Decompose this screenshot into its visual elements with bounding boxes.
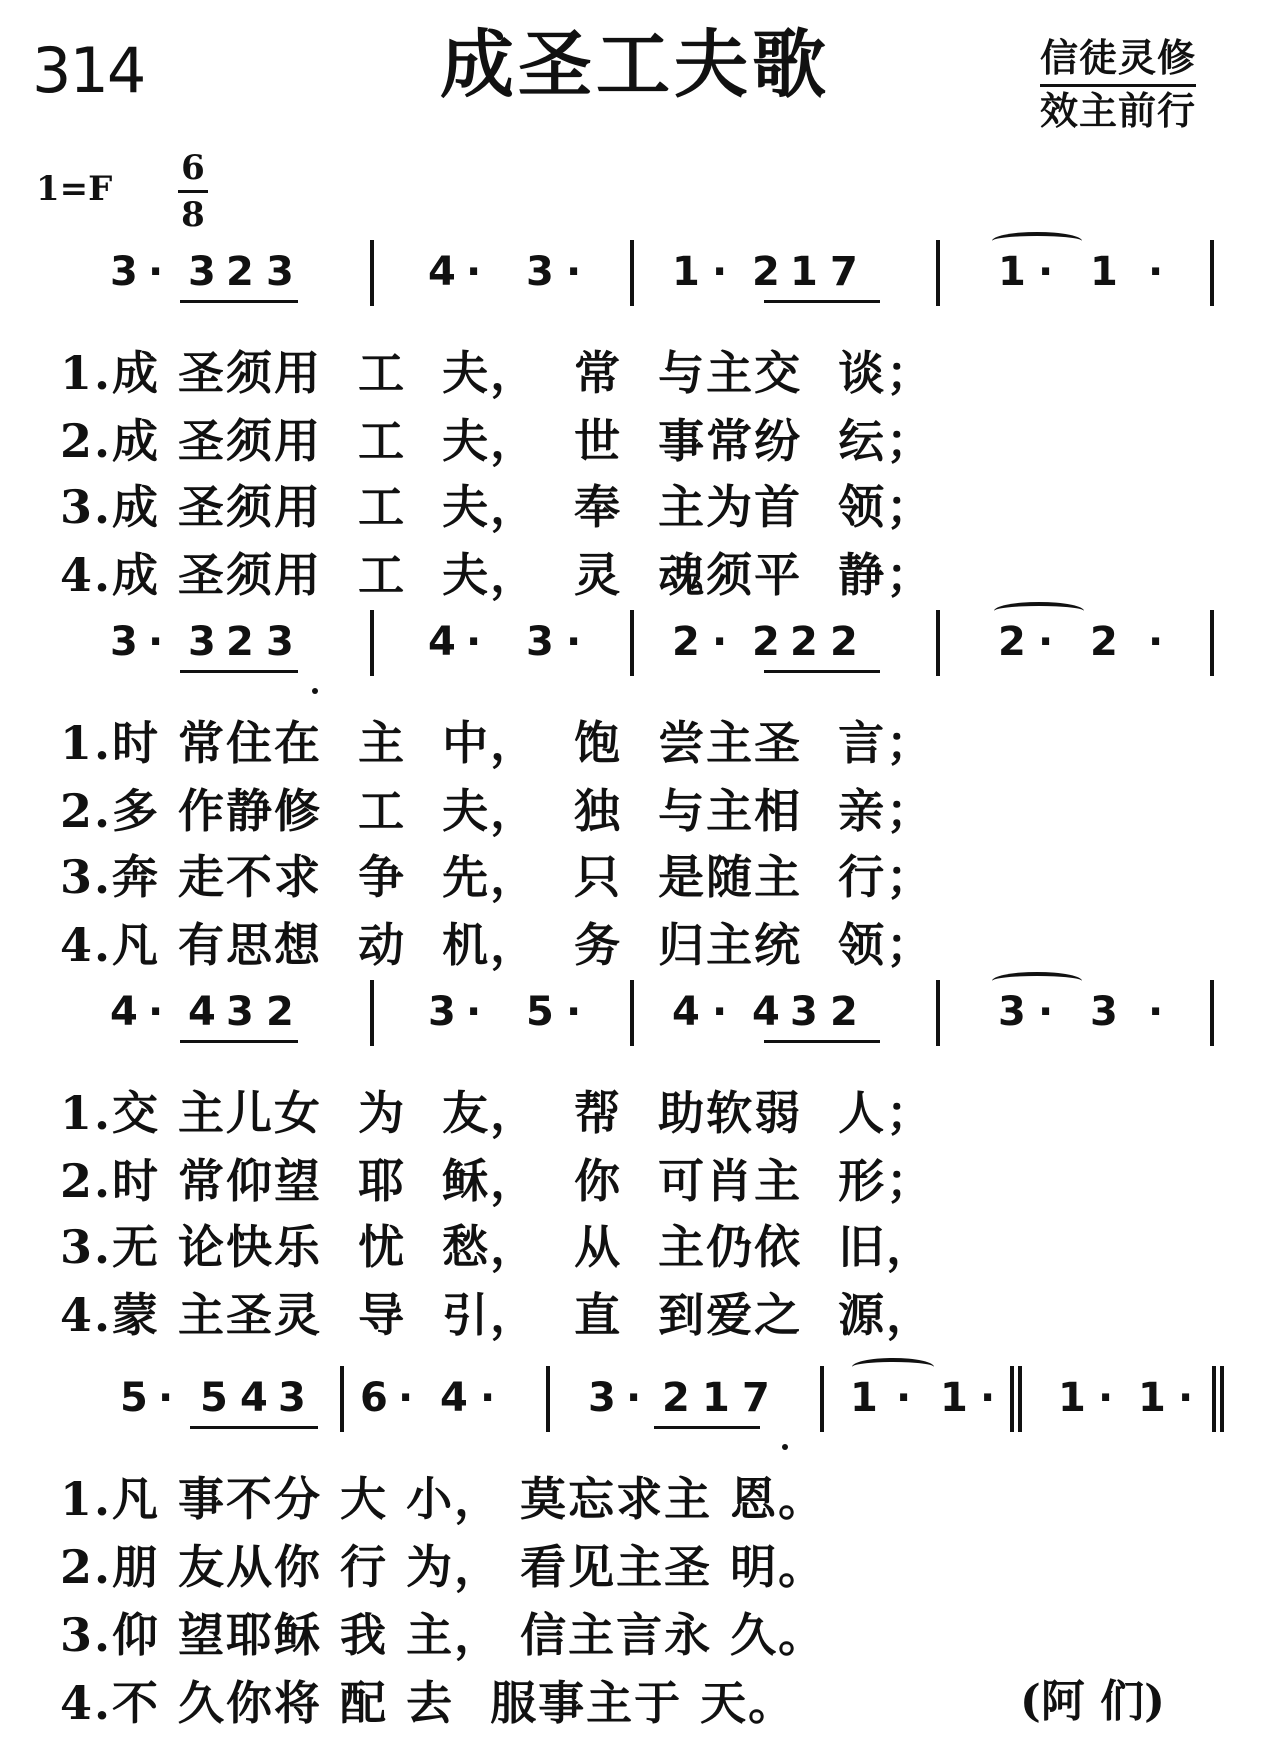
note: 5 (120, 1375, 148, 1421)
hymn-number: 314 (32, 34, 145, 107)
lyric-line: 2.朋 友从你 行 为， 看见主圣 明。 (60, 1540, 827, 1594)
duration-dot: · (712, 989, 728, 1035)
note: 2 (672, 619, 700, 665)
note: 3 (526, 249, 554, 295)
bar-line (820, 1366, 824, 1432)
duration-dot: · (980, 1375, 996, 1421)
lyric-line: 3.仰 望耶稣 我 主， 信主言永 久。 (60, 1608, 827, 1662)
duration-dot: · (1178, 1375, 1194, 1421)
tie-arc (852, 1358, 934, 1376)
bar-line (546, 1366, 550, 1432)
subtitle-line-1: 信徒灵修 (1040, 34, 1196, 87)
duration-dot: · (466, 989, 482, 1035)
lyric-line: 1.成 圣须用 工 夫， 常 与主交 谈； (60, 346, 935, 400)
duration-dot: · (712, 249, 728, 295)
note: 2 (830, 989, 858, 1035)
note: 2 (226, 249, 254, 295)
note: 4 (672, 989, 700, 1035)
bar-line (936, 980, 940, 1046)
meter-bar (178, 190, 208, 193)
note: 4 (240, 1375, 268, 1421)
bar-line (1220, 1366, 1224, 1432)
bar-line (1210, 610, 1214, 676)
beam-underline (764, 300, 880, 303)
note: 3 (526, 619, 554, 665)
duration-dot: · (1038, 249, 1054, 295)
note: 6 (360, 1375, 388, 1421)
note: 3 (998, 989, 1026, 1035)
bar-line (1210, 240, 1214, 306)
note: 1 (850, 1375, 878, 1421)
bar-line (370, 240, 374, 306)
note: 2 (662, 1375, 690, 1421)
note: 2 (830, 619, 858, 665)
duration-dot: · (712, 619, 728, 665)
octave-dot (782, 1444, 788, 1450)
bar-line (370, 980, 374, 1046)
bar-line (370, 610, 374, 676)
note: 3 (226, 989, 254, 1035)
duration-dot: · (148, 989, 164, 1035)
note: 3 (278, 1375, 306, 1421)
note: 1 (1138, 1375, 1166, 1421)
note: 2 (1090, 619, 1118, 665)
octave-dot (312, 688, 318, 694)
duration-dot: · (1098, 1375, 1114, 1421)
tie-arc (992, 972, 1082, 990)
note: 1 (1058, 1375, 1086, 1421)
duration-dot: · (1038, 989, 1054, 1035)
duration-dot: · (566, 619, 582, 665)
lyric-line: 1.时 常住在 主 中， 饱 尝主圣 言； (60, 716, 935, 770)
tie-arc (994, 602, 1084, 620)
note: 1 (940, 1375, 968, 1421)
hymn-title: 成圣工夫歌 (440, 22, 830, 108)
note: 3 (588, 1375, 616, 1421)
note: 5 (200, 1375, 228, 1421)
note: 3 (266, 619, 294, 665)
duration-dot: · (466, 249, 482, 295)
note: 1 (1090, 249, 1118, 295)
note: 1 (998, 249, 1026, 295)
bar-line (630, 980, 634, 1046)
subtitle-line-2: 效主前行 (1040, 88, 1197, 133)
note: 3 (188, 619, 216, 665)
duration-dot: · (466, 619, 482, 665)
bar-line (1010, 1366, 1014, 1432)
note: 1 (790, 249, 818, 295)
duration-dot: · (398, 1375, 414, 1421)
duration-dot: · (1148, 249, 1164, 295)
bar-line (936, 240, 940, 306)
duration-dot: · (566, 989, 582, 1035)
tie-arc (992, 232, 1082, 250)
bar-line (340, 1366, 344, 1432)
beam-underline (764, 670, 880, 673)
amen-text: (阿 们) (1020, 1676, 1165, 1727)
bar-line (1212, 1366, 1216, 1432)
time-signature (178, 150, 208, 233)
bar-line (1210, 980, 1214, 1046)
lyric-line: 1.凡 事不分 大 小， 莫忘求主 恩。 (60, 1472, 827, 1526)
note: 2 (790, 619, 818, 665)
note: 2 (266, 989, 294, 1035)
note: 3 (1090, 989, 1118, 1035)
duration-dot: · (480, 1375, 496, 1421)
note: 3 (110, 249, 138, 295)
beam-underline (190, 1426, 318, 1429)
meter-top: 6 (181, 148, 205, 188)
duration-dot: · (896, 1375, 912, 1421)
duration-dot: · (1148, 989, 1164, 1035)
lyric-line: 4.成 圣须用 工 夫， 灵 魂须平 静； (60, 548, 935, 602)
duration-dot: · (158, 1375, 174, 1421)
note: 2 (226, 619, 254, 665)
note: 3 (790, 989, 818, 1035)
beam-underline (180, 670, 298, 673)
note: 1 (702, 1375, 730, 1421)
note: 4 (428, 619, 456, 665)
note: 2 (752, 619, 780, 665)
beam-underline (654, 1426, 760, 1429)
lyric-line: 2.成 圣须用 工 夫， 世 事常纷 纭； (60, 414, 935, 468)
duration-dot: · (626, 1375, 642, 1421)
note: 3 (188, 249, 216, 295)
hymn-subtitle (1040, 34, 1196, 135)
note: 4 (440, 1375, 468, 1421)
beam-underline (180, 300, 298, 303)
lyric-line: 4.蒙 主圣灵 导 引， 直 到爱之 源， (60, 1288, 935, 1342)
note: 3 (110, 619, 138, 665)
note: 1 (672, 249, 700, 295)
note: 7 (830, 249, 858, 295)
beam-underline (764, 1040, 880, 1043)
lyric-line: 4.不 久你将 配 去 服事主于 天。 (60, 1676, 797, 1730)
key-signature: 1=F (36, 169, 113, 209)
bar-line (936, 610, 940, 676)
note: 4 (752, 989, 780, 1035)
lyric-line: 4.凡 有思想 动 机， 务 归主统 领； (60, 918, 935, 972)
note: 4 (110, 989, 138, 1035)
note: 4 (428, 249, 456, 295)
lyric-line: 3.奔 走不求 争 先， 只 是随主 行； (60, 850, 935, 904)
duration-dot: · (1148, 619, 1164, 665)
note: 4 (188, 989, 216, 1035)
note: 3 (428, 989, 456, 1035)
note: 2 (998, 619, 1026, 665)
beam-underline (180, 1040, 298, 1043)
duration-dot: · (148, 619, 164, 665)
duration-dot: · (566, 249, 582, 295)
note: 3 (266, 249, 294, 295)
note: 5 (526, 989, 554, 1035)
note: 7 (742, 1375, 770, 1421)
lyric-line: 2.时 常仰望 耶 稣， 你 可肖主 形； (60, 1154, 935, 1208)
lyric-line: 1.交 主儿女 为 友， 帮 助软弱 人； (60, 1086, 935, 1140)
note: 2 (752, 249, 780, 295)
meter-bottom: 8 (181, 195, 205, 235)
lyric-line: 3.无 论快乐 忧 愁， 从 主仍依 旧， (60, 1220, 935, 1274)
bar-line (1018, 1366, 1022, 1432)
duration-dot: · (1038, 619, 1054, 665)
lyric-line: 2.多 作静修 工 夫， 独 与主相 亲； (60, 784, 935, 838)
bar-line (630, 610, 634, 676)
bar-line (630, 240, 634, 306)
lyric-line: 3.成 圣须用 工 夫， 奉 主为首 领； (60, 480, 935, 534)
duration-dot: · (148, 249, 164, 295)
